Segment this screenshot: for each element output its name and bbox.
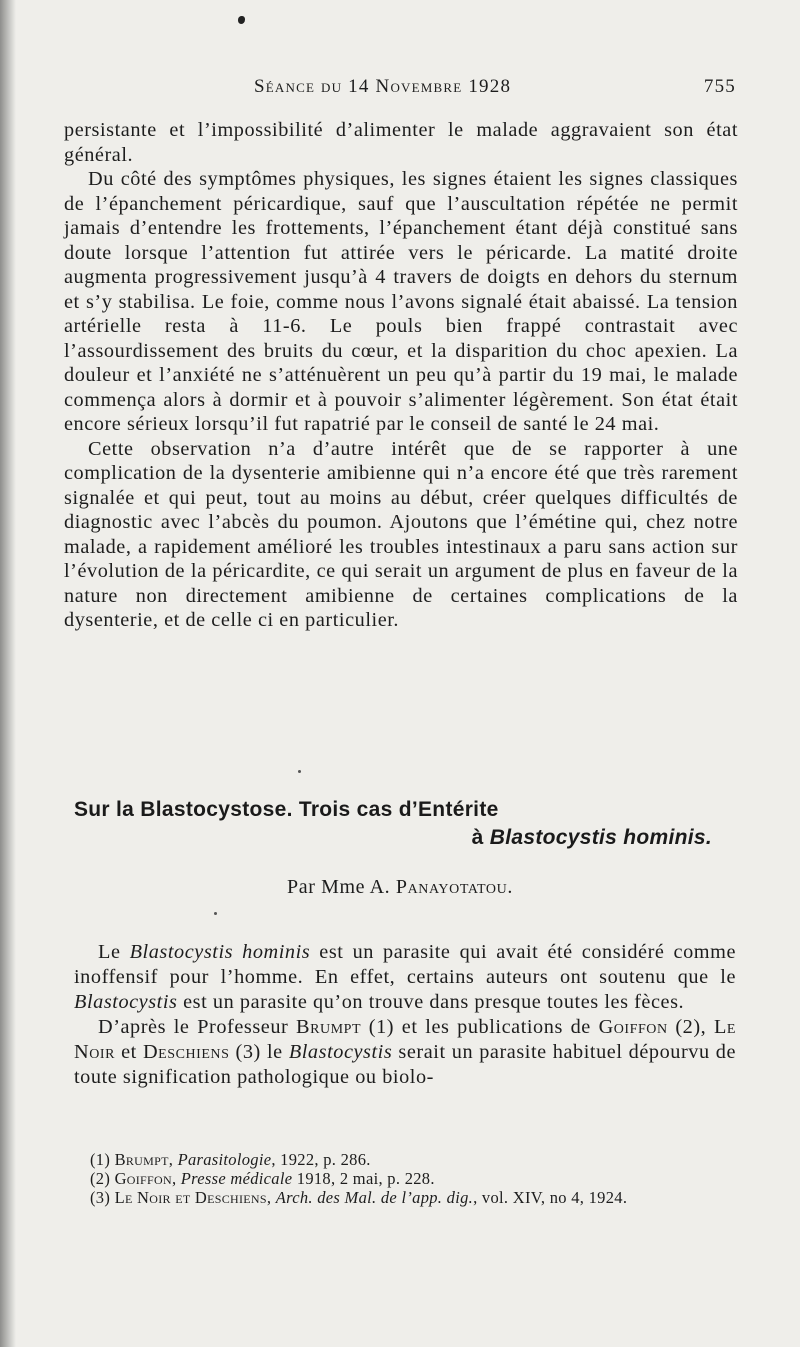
- running-title: Séance du 14 Novembre 1928: [254, 76, 512, 97]
- text-run: (2),: [667, 1016, 714, 1038]
- ink-speck: [238, 16, 245, 24]
- species-name: Blastocystis: [74, 991, 178, 1013]
- footnote-work: Presse médicale: [180, 1169, 293, 1188]
- footnote-author: Le Noir et Deschiens: [114, 1188, 267, 1207]
- author-name: Deschiens: [142, 1041, 230, 1063]
- separator: ,: [168, 1150, 178, 1169]
- footnote: [90, 1188, 750, 1207]
- footnote-work: Arch. des Mal. de l’app. dig.: [275, 1188, 474, 1207]
- paragraph: persistante et l’impossibilité d’alimenter le malade aggravaient son état général.: [64, 119, 738, 166]
- separator: ,: [171, 1169, 181, 1188]
- ink-dot: [214, 912, 217, 915]
- title-prefix: à: [471, 826, 490, 849]
- paragraph: [74, 1015, 736, 1090]
- paragraph: Cette observation n’a d’autre intérêt que de se rapporter à une complication de la dysenterie amibienne qui n’a encore été que très rarement signalée et qui peut, tout au moins au début, créer quelques difficultés de diagnostic avec l’abcès du poumon. Ajoutons que l’émétine qui, chez notre malade, a rapidement amélioré les troubles intestinaux a paru sans action sur l’évolution de la péricardite, ce qui serait un argument de plus en faveur de la nature non directement amibienne de certaines complications de la dysenterie, et de celle ci en particulier.: [64, 437, 738, 631]
- title-line-1: Sur la Blastocystose. Trois cas d’Entérite: [74, 798, 499, 821]
- page-gutter-shadow: [0, 0, 16, 1347]
- author-name: Goiffon: [598, 1016, 668, 1038]
- footnote: [90, 1150, 750, 1169]
- text-run: est un parasite qui avait été considéré comme inoffensif pour l’homme. En effet, certains auteurs ont soutenu que le: [74, 941, 736, 988]
- text-run: Le: [98, 941, 130, 963]
- species-name: Blastocystis: [288, 1041, 393, 1063]
- text-run: est un parasite qu’on trouve dans presque toutes les fèces.: [177, 991, 685, 1013]
- byline-author: Panayotatou.: [395, 876, 513, 898]
- article-text: [74, 940, 736, 1090]
- text-run: (1) et les publications de: [361, 1016, 599, 1038]
- byline: [0, 876, 800, 899]
- paragraph: Du côté des symptômes physiques, les signes étaient les signes classiques de l’épanchement péricardique, sauf que l’auscultation répétée ne permit jamais d’entendre les frottements, l’épanchement étant déjà constitué sans doute lorsque l’attention fut attirée vers le péricarde. La matité droite augmenta progressivement jusqu’à 4 travers de doigts en dehors du sternum et s’y stabilisa. Le foie, comme nous l’avons signalé était abaissé. La tension artérielle resta à 11-6. Le pouls bien frappé contrastait avec l’assourdissement des bruits du cœur, et la disparition du choc apexien. La douleur et l’anxiété ne s’atténuèrent un peu qu’à partir du 19 mai, le malade commença alors à dormir et à pouvoir s’alimenter légèrement. Son état était encore sérieux lorsqu’il fut rapatrié par le conseil de santé le 24 mai.: [64, 168, 738, 435]
- text-run: serait un parasite habituel dépourvu de toute signification pathologique ou biolo-: [74, 1041, 737, 1088]
- running-head: [64, 76, 736, 104]
- footnote-author: Goiffon: [114, 1169, 172, 1188]
- footnote-details: , 1922, p. 286.: [271, 1150, 371, 1169]
- separator: ,: [266, 1188, 276, 1207]
- continued-text: [64, 118, 738, 633]
- species-name: Blastocystis hominis: [129, 941, 311, 963]
- title-species: Blastocystis hominis.: [489, 826, 712, 849]
- footnote-number: (1): [90, 1150, 115, 1169]
- text-run: D’après le Professeur: [98, 1016, 297, 1038]
- footnotes: [90, 1150, 750, 1207]
- footnote-author: Brumpt: [114, 1150, 169, 1169]
- paragraph: [74, 940, 736, 1015]
- footnote-work: Parasitologie: [177, 1150, 272, 1169]
- footnote-details: , vol. XIV, no 4, 1924.: [473, 1188, 628, 1207]
- text-run: et: [114, 1041, 143, 1063]
- byline-prefix: Par Mme A.: [287, 876, 396, 898]
- article-title: [74, 796, 738, 852]
- footnote: [90, 1169, 750, 1188]
- author-name: Le Noir: [74, 1016, 737, 1063]
- footnote-details: 1918, 2 mai, p. 228.: [292, 1169, 435, 1188]
- footnote-number: (2): [90, 1169, 115, 1188]
- ink-dot: [298, 770, 301, 773]
- text-run: (3) le: [229, 1041, 289, 1063]
- footnote-number: (3): [90, 1188, 115, 1207]
- title-line-2: [74, 824, 738, 852]
- author-name: Brumpt: [296, 1016, 362, 1038]
- page-number: 755: [703, 76, 736, 97]
